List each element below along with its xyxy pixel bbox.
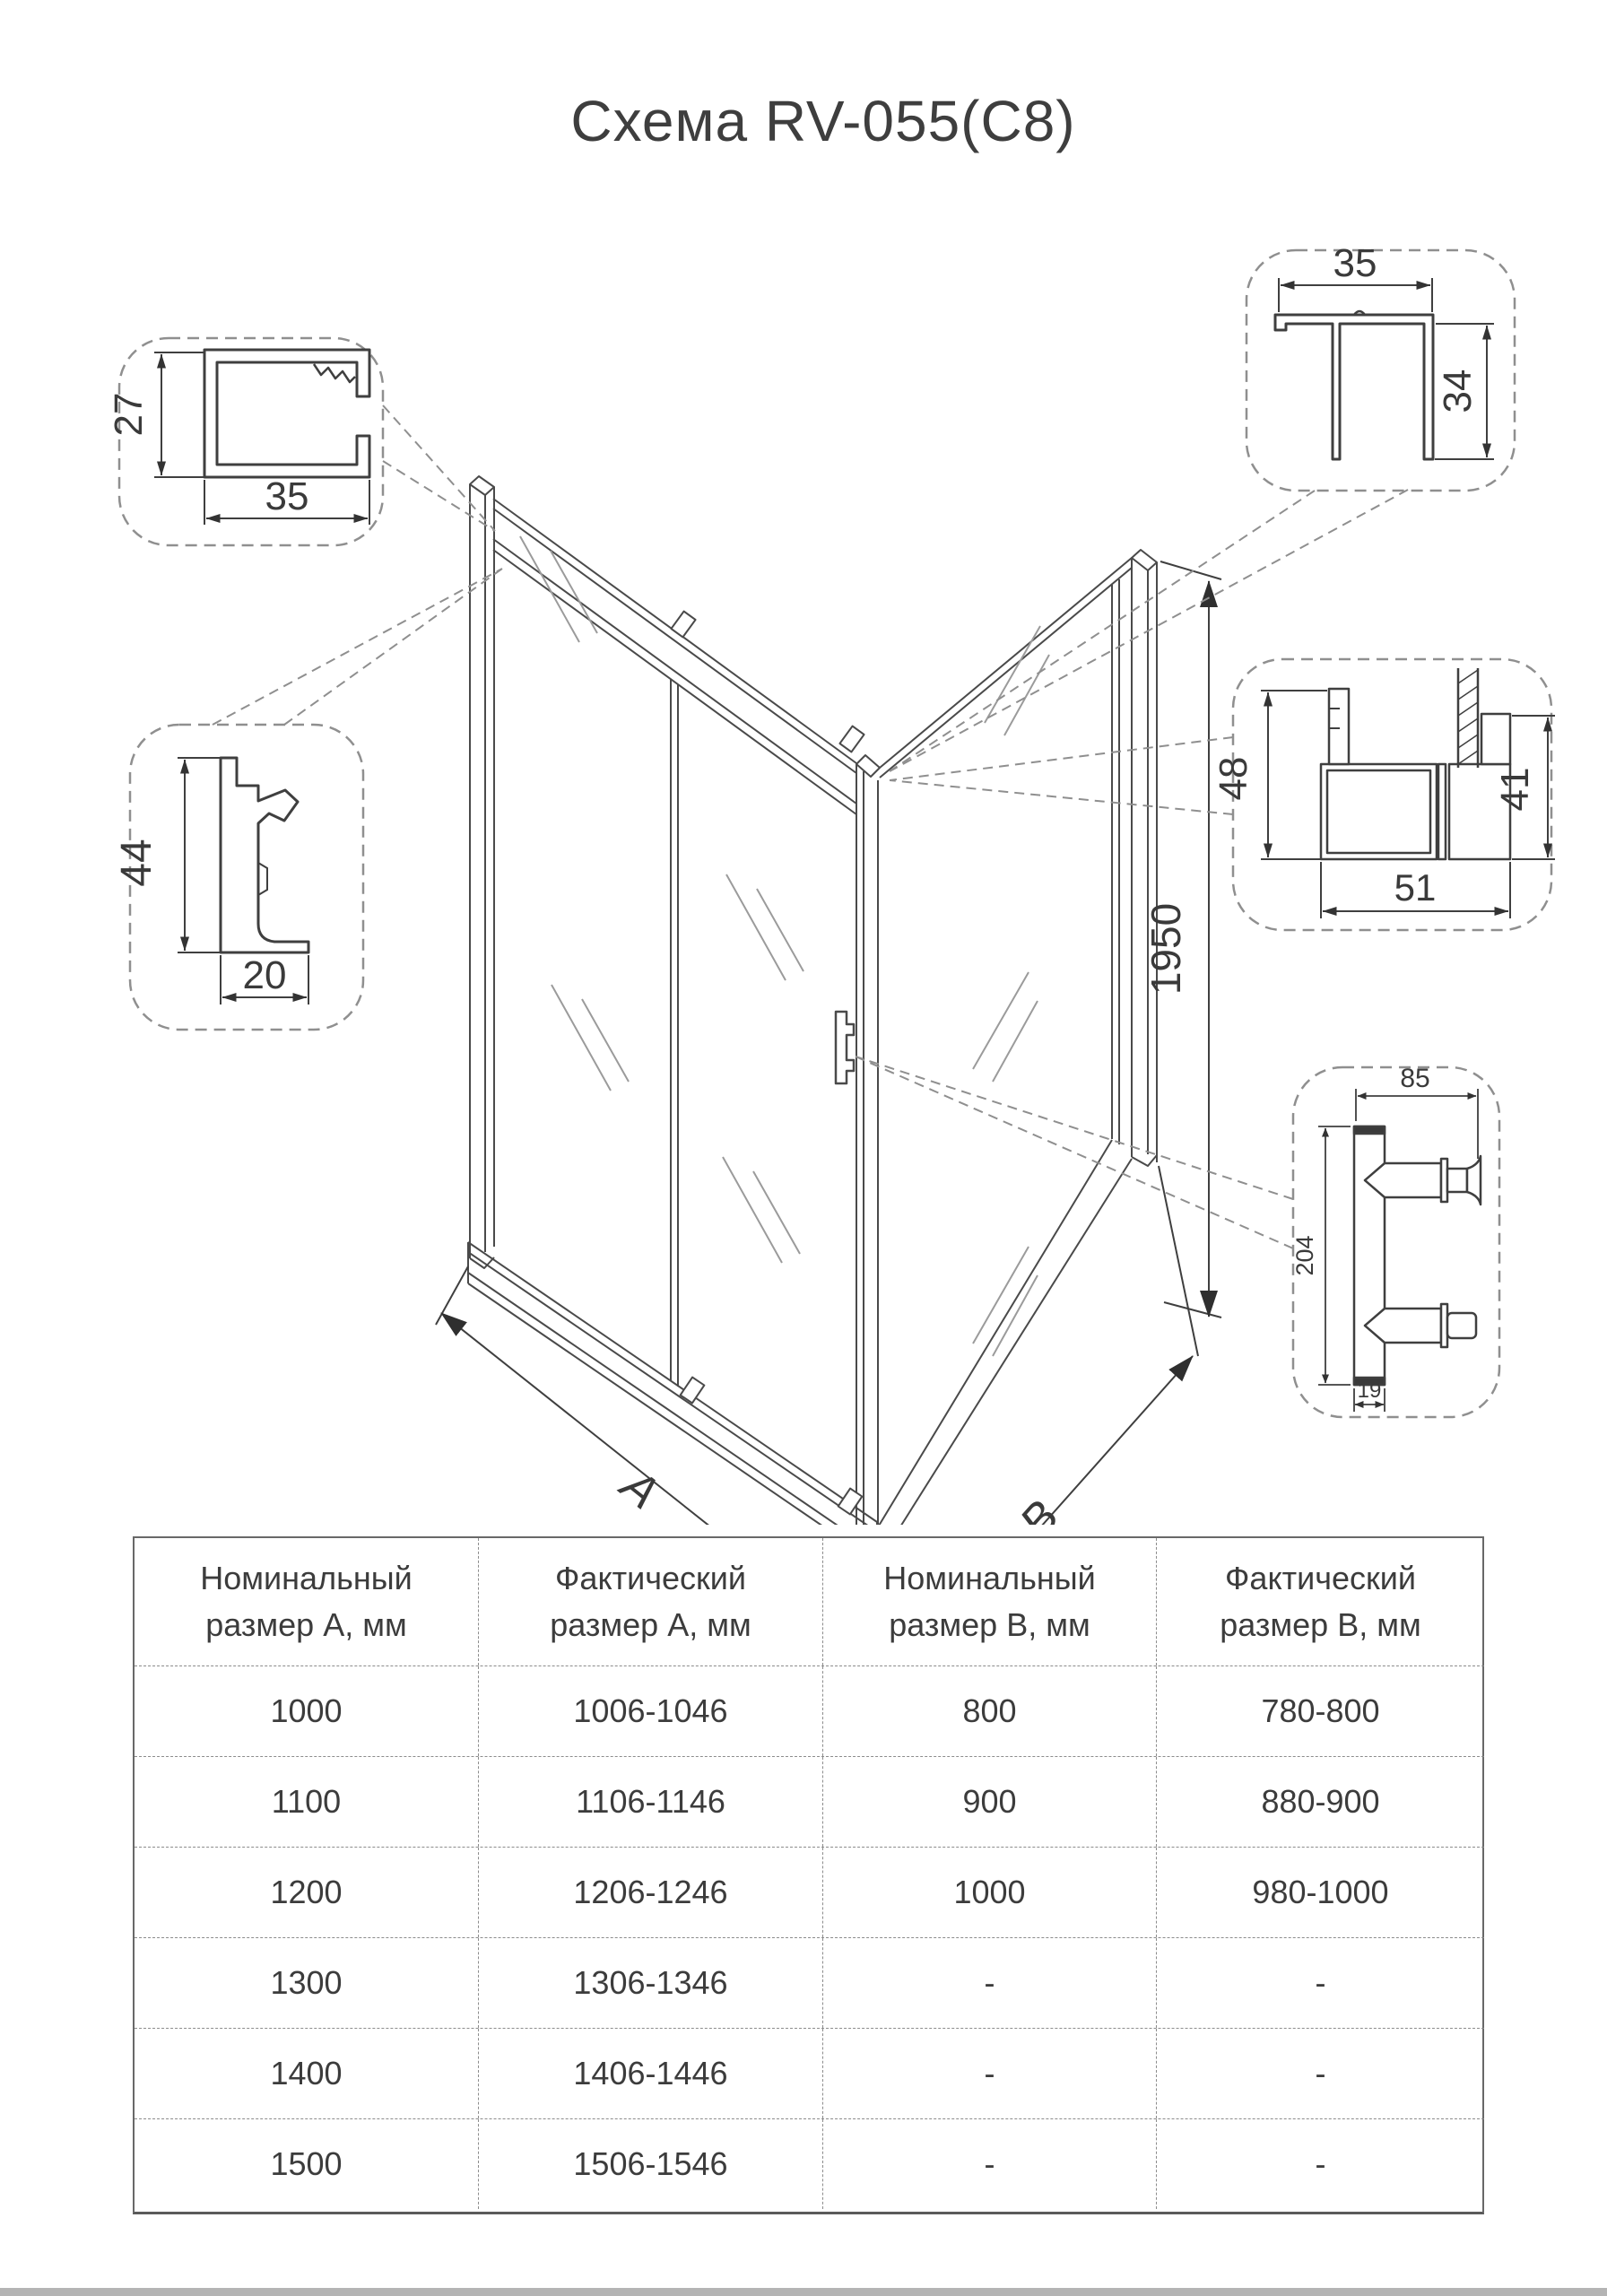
dim-label-85: 85	[1400, 1064, 1430, 1093]
leader-lines	[213, 405, 1408, 1248]
dim-label-19: 19	[1357, 1378, 1382, 1403]
table-cell: 980-1000	[1156, 1848, 1484, 1937]
detail-top-track	[107, 350, 369, 525]
dim-label-35a: 35	[265, 474, 309, 518]
detail-handle	[1291, 1064, 1481, 1412]
door-handle	[836, 1012, 854, 1083]
table-cell: 1000	[270, 1692, 343, 1729]
page-title: Схема RV-055(C8)	[570, 89, 1076, 153]
detail-wall-profile	[113, 758, 308, 1004]
table-header-actual-a: Фактический размер А, мм	[478, 1538, 822, 1665]
size-table	[133, 1536, 1484, 2214]
table-cell: 1100	[271, 1782, 342, 1820]
table-cell: -	[1156, 1938, 1484, 2028]
bubble-handle	[1293, 1067, 1499, 1417]
dim-label-51: 51	[1394, 866, 1437, 909]
table-cell: -	[1156, 2119, 1484, 2209]
enclosure-view	[468, 476, 1157, 1525]
table-cell: 1406-1446	[478, 2029, 822, 2118]
table-cell: 1506-1546	[478, 2119, 822, 2209]
table-row	[135, 1937, 1484, 2028]
dim-label-44: 44	[113, 839, 161, 887]
table-cell: -	[1156, 2029, 1484, 2118]
table-cell: 780-800	[1156, 1666, 1484, 1756]
dim-label-1950: 1950	[1142, 902, 1189, 996]
side-panel	[871, 550, 1157, 1525]
dim-label-35b: 35	[1333, 241, 1377, 285]
table-cell: 1000	[822, 1848, 1156, 1937]
table-cell: 1306-1346	[478, 1938, 822, 2028]
dim-label-20: 20	[242, 953, 287, 997]
window-bottom-strip	[0, 2288, 1607, 2296]
corner-post	[856, 755, 880, 1525]
table-cell: -	[822, 2119, 1156, 2209]
door-divider	[671, 679, 678, 1387]
table-cell: 1106-1146	[478, 1757, 822, 1847]
table-row	[135, 2028, 1484, 2118]
detail-side-top-track	[1275, 241, 1494, 459]
dim-label-a: A	[611, 1459, 669, 1520]
dim-label-204: 204	[1291, 1235, 1318, 1276]
table-row	[135, 1756, 1484, 1847]
table-cell: 1400	[270, 2054, 343, 2092]
dim-label-41: 41	[1493, 767, 1537, 812]
table-cell: -	[822, 1938, 1156, 2028]
table-cell: 1200	[270, 1873, 343, 1910]
table-cell: 1300	[270, 1963, 343, 2001]
table-header-actual-b: Фактический размер В, мм	[1156, 1538, 1484, 1665]
dim-label-27: 27	[107, 392, 151, 437]
table-row	[135, 1847, 1484, 1937]
dim-label-34: 34	[1436, 369, 1480, 413]
table-cell: -	[822, 2029, 1156, 2118]
glass-shine-marks	[520, 536, 1049, 1356]
bubble-top-track	[119, 338, 383, 545]
table-cell: 880-900	[1156, 1757, 1484, 1847]
left-post	[470, 476, 494, 1268]
dim-label-48: 48	[1212, 756, 1255, 801]
table-cell: 800	[822, 1666, 1156, 1756]
table-cell: 1500	[270, 2144, 343, 2182]
table-header-nominal-b: Номинальный размер В, мм	[822, 1538, 1156, 1665]
table-cell: 1006-1046	[478, 1666, 822, 1756]
table-header-row	[135, 1538, 1484, 1665]
table-cell: 1206-1246	[478, 1848, 822, 1937]
dim-label-b: B	[1010, 1491, 1070, 1525]
detail-corner-section	[1212, 668, 1555, 918]
table-cell: 900	[822, 1757, 1156, 1847]
table-row	[135, 2118, 1484, 2209]
dimension-b	[888, 1166, 1198, 1525]
table-row	[135, 1665, 1484, 1756]
table-header-nominal-a: Номинальный размер А, мм	[200, 1559, 413, 1643]
